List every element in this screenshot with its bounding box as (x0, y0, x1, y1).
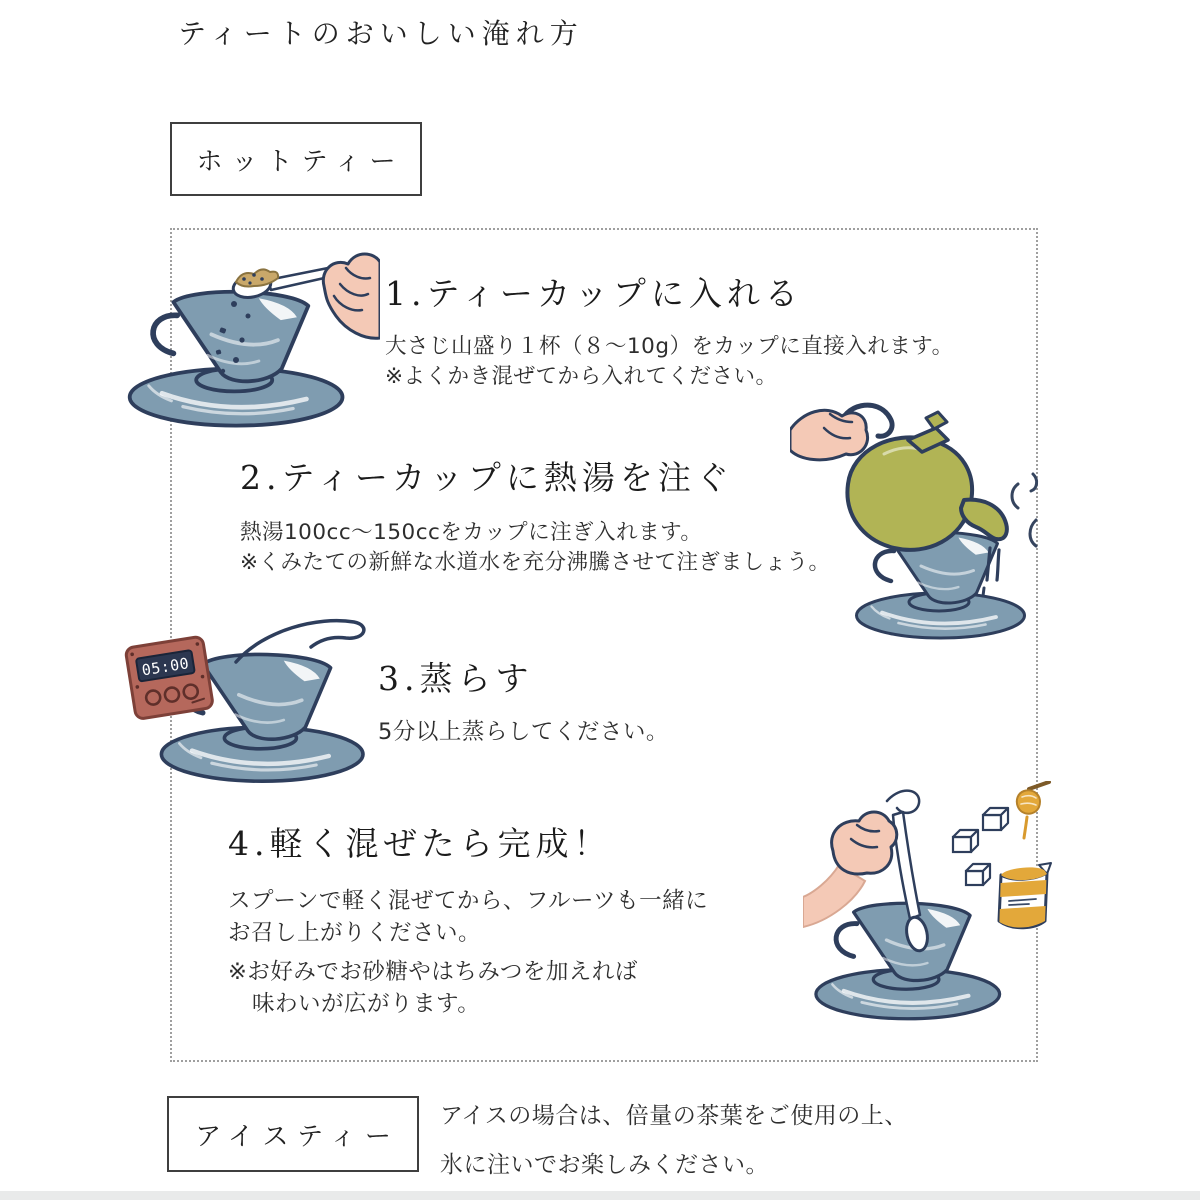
page-title: ティートのおいしい淹れ方 (178, 17, 584, 50)
hand-icon (323, 254, 380, 338)
timer-display: 05:00 (140, 654, 191, 680)
iced-tea-label-box (167, 1096, 419, 1172)
timer-and-steeping-cup-illustration (106, 612, 378, 794)
step-4-note-line-1: ※お好みでお砂糖やはちみつを加えれば (228, 959, 638, 985)
step-1-heading: 1.ティーカップに入れる (385, 274, 803, 313)
step-1-body: 大さじ山盛り１杯（８～10g）をカップに直接入れます。 (385, 334, 954, 359)
step-4-heading: 4.軽く混ぜたら完成！ (228, 824, 612, 863)
step-4 (228, 818, 808, 1020)
kitchen-timer-icon (125, 636, 213, 719)
iced-tea-line-1: アイスの場合は、倍量の茶葉をご使用の上、 (440, 1103, 908, 1129)
page-bottom-edge (0, 1191, 1200, 1200)
hot-tea-label-box (170, 122, 422, 196)
iced-tea-label: アイスティー (195, 1121, 400, 1152)
step-3-heading: 3.蒸らす (378, 659, 534, 698)
hand-icon (790, 410, 868, 459)
iced-tea-instructions (440, 1092, 1000, 1190)
step-2 (240, 452, 880, 577)
step-4-body-line-1: スプーンで軽く混ぜてから、フルーツも一緒に (228, 888, 709, 914)
step-2-heading: 2.ティーカップに熱湯を注ぐ (240, 458, 734, 497)
iced-tea-line-2: 氷に注いでお楽しみください。 (440, 1151, 769, 1178)
stir-swirl-icon (887, 791, 919, 813)
steam-icon (1012, 474, 1037, 546)
step-3-body: 5分以上蒸らしてください。 (378, 719, 669, 745)
step-4-body-line-2: お召し上がりください。 (228, 919, 482, 946)
honey-dipper-icon (1017, 782, 1049, 838)
hand-sprinkling-tea-into-cup-illustration (122, 240, 380, 438)
step-4-note-line-2: 味わいが広がります。 (252, 990, 481, 1017)
step-2-note: ※くみたての新鮮な水道水を充分沸騰させて注ぎましょう。 (240, 549, 831, 575)
step-1 (385, 268, 1015, 391)
step-3 (378, 653, 798, 748)
stirring-cup-with-sugar-and-honey-illustration (803, 781, 1053, 1021)
honey-jar-icon (999, 863, 1051, 928)
hot-tea-label: ホットティー (196, 146, 405, 177)
sugar-cubes-icon (953, 808, 1008, 885)
step-1-note: ※よくかき混ぜてから入れてください。 (385, 363, 778, 389)
kettle-pouring-into-cup-illustration (790, 388, 1040, 646)
step-2-body: 熱湯100cc～150ccをカップに注ぎ入れます。 (240, 520, 703, 545)
